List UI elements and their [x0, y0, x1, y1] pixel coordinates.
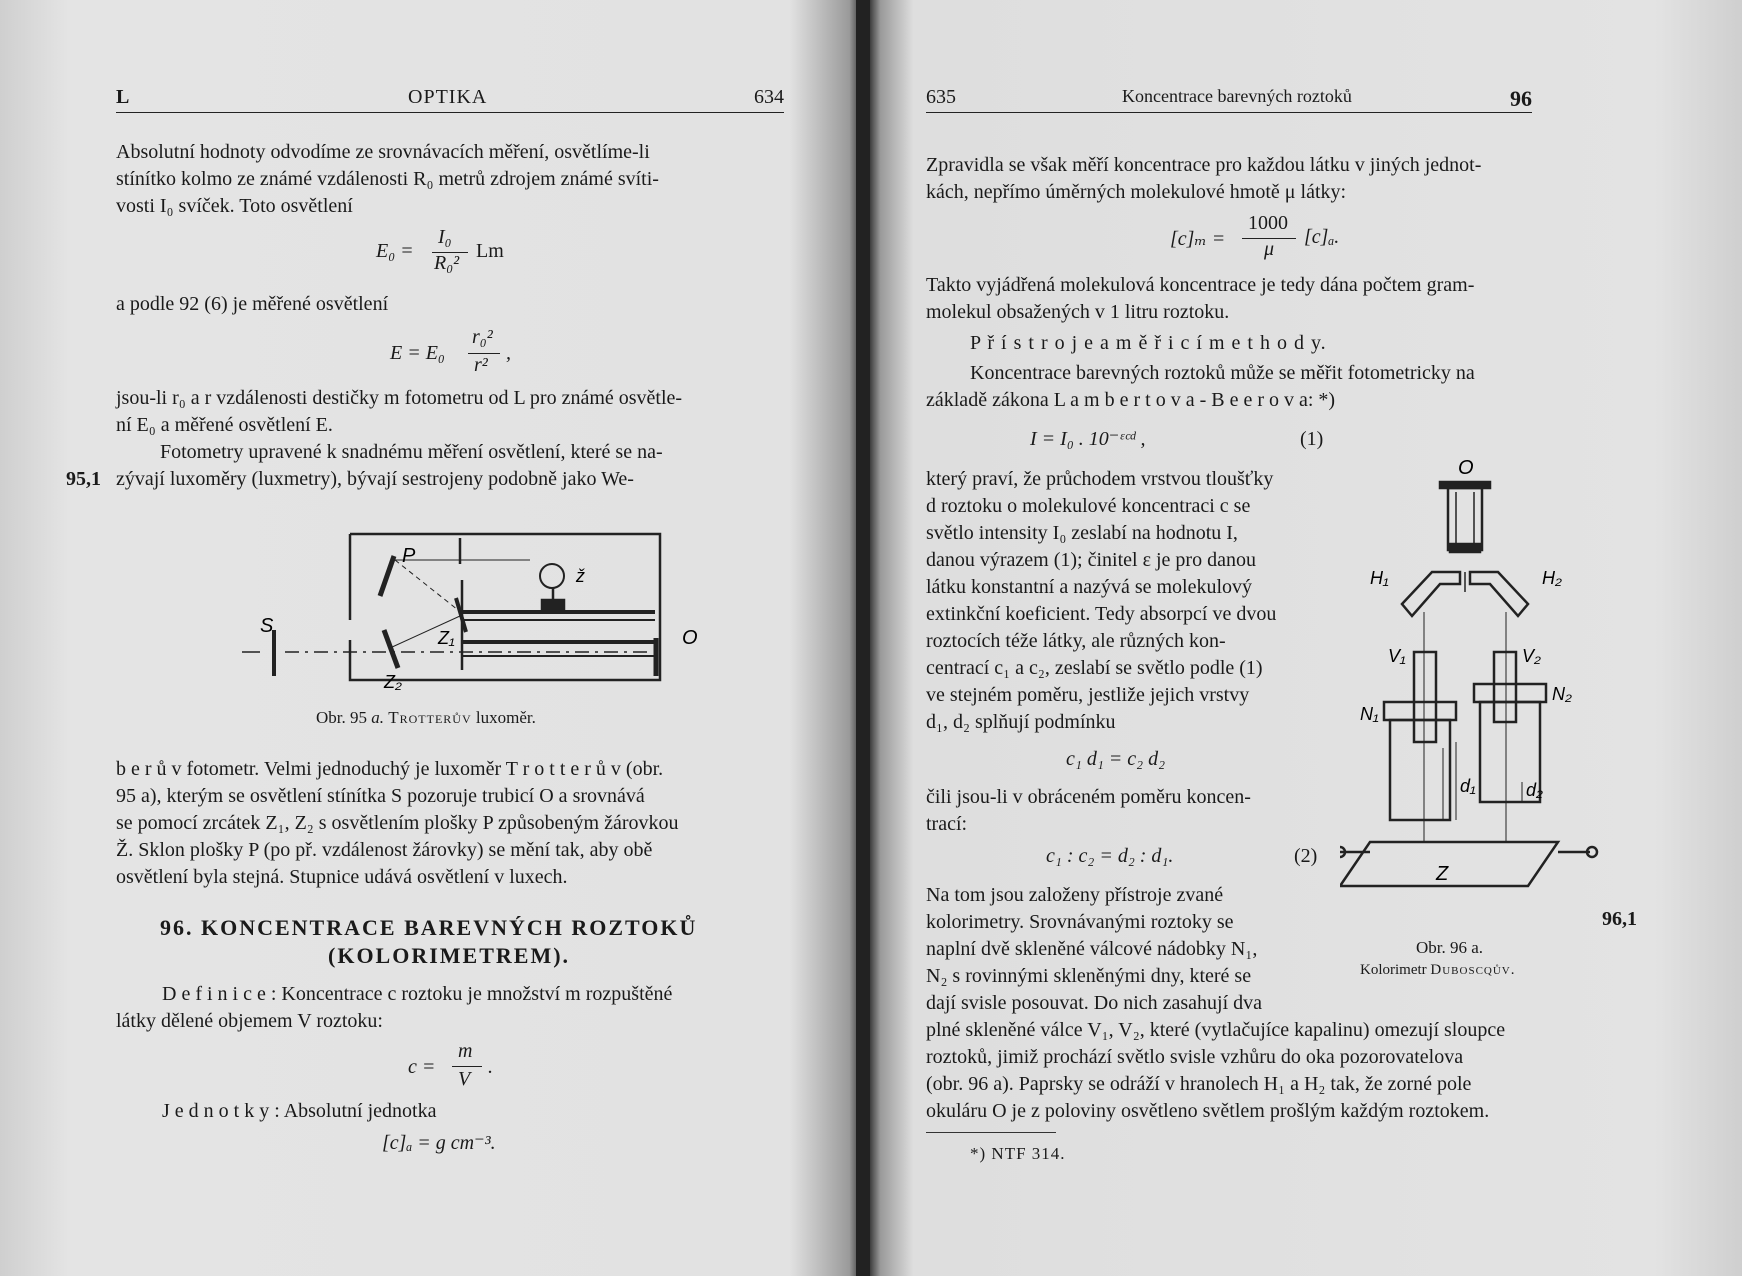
- running-header: [926, 84, 1532, 113]
- text-line: vosti I₀ svíček. Toto osvětlení: [116, 195, 353, 217]
- definition-label: D e f i n i c e :: [162, 983, 277, 1005]
- units-text: Absolutní jednotka: [283, 1100, 437, 1122]
- label-z: ž: [576, 566, 585, 586]
- fraction-bar: [452, 1066, 482, 1067]
- text-line: extinkční koeficient. Tedy absorpcí ve dvou: [926, 603, 1277, 625]
- label-n1: N₁: [1360, 704, 1379, 724]
- label-z: Z: [1436, 863, 1449, 885]
- label-v1: V₁: [1388, 646, 1406, 666]
- units-line: [162, 1098, 436, 1125]
- text-line: se pomocí zrcátek Z₁, Z₂ s osvětlením plošky P způsobeným žárovkou: [116, 812, 679, 834]
- formula-tail: [c]ₐ.: [1304, 226, 1340, 248]
- text-line: světlo intensity I₀ zeslabí na hodnotu I,: [926, 522, 1238, 544]
- formula-unit-abs: [c]ₐ = g cm⁻³.: [382, 1132, 496, 1154]
- subheading: P ř í s t r o j e a m ě ř i c í m e t h o d y.: [970, 332, 1327, 354]
- text-line: osvětlení byla stejná. Stupnice udává osvětlení v luxech.: [116, 866, 568, 888]
- text-line: Zpravidla se však měří koncentrace pro každou látku v jiných jednot-: [926, 154, 1482, 176]
- text-line: který praví, že průchodem vrstvou tloušťky: [926, 468, 1274, 490]
- text-line: čili jsou-li v obráceném poměru koncen-: [926, 786, 1251, 808]
- footnote-rule: [926, 1132, 1056, 1133]
- formula-lhs: [c]ₘ =: [1170, 228, 1226, 250]
- figure-colorimeter: [1340, 452, 1610, 922]
- text-line: d₁, d₂ splňují podmínku: [926, 711, 1116, 733]
- section-heading: 96. KONCENTRACE BAREVNÝCH ROZTOKŮ: [160, 915, 698, 940]
- text-line: okuláru O je z poloviny osvětleno světlem prošlým každým roztokem.: [926, 1100, 1490, 1122]
- figure-luxmeter: [230, 520, 710, 700]
- header-title: Koncentrace barevných roztoků: [1122, 86, 1352, 106]
- label-s: S: [260, 615, 274, 637]
- formula-denominator: μ: [1264, 238, 1275, 260]
- formula-tail: .: [488, 1056, 493, 1078]
- caption-rest: luxoměr.: [475, 708, 536, 727]
- text-line: látku konstantní a nazývá se molekulový: [926, 576, 1253, 598]
- caption-letter: a.: [371, 708, 384, 727]
- text-line: naplní dvě skleněné válcové nádobky N₁,: [926, 938, 1258, 960]
- header-section: 96: [1510, 86, 1532, 111]
- label-v2: V₂: [1522, 646, 1541, 666]
- text-line: základě zákona L a m b e r t o v a - B e e r o v a: *): [926, 389, 1336, 411]
- right-page: [870, 0, 1742, 1276]
- text-line: Ž. Sklon plošky P (po př. vzdálenost žárovky) se mění tak, aby obě: [116, 839, 653, 861]
- text-line: (obr. 96 a). Paprsky se odráží v hranolech H₁ a H₂ tak, že zorné pole: [926, 1073, 1472, 1095]
- formula-denominator: V: [458, 1068, 471, 1090]
- text-line: kách, nepřímo úměrných molekulové hmotě μ látky:: [926, 181, 1347, 203]
- equation-number: (1): [1300, 428, 1324, 450]
- caption-name: Duboscqův.: [1430, 962, 1516, 978]
- text-line: kolorimetry. Srovnávanými roztoky se: [926, 911, 1234, 933]
- label-o: O: [1458, 457, 1474, 479]
- text-line: b e r ů v fotometr. Velmi jednoduchý je luxoměr T r o t t e r ů v (obr.: [116, 758, 664, 780]
- formula-ratio: c₁ : c₂ = d₂ : d₁.: [1046, 845, 1174, 867]
- text-line: Takto vyjádřená molekulová koncentrace je tedy dána počtem gram-: [926, 274, 1475, 296]
- figure-caption: [316, 708, 536, 728]
- text-line: d roztoku o molekulové koncentraci c se: [926, 495, 1251, 517]
- text-line: roztocích téže látky, ale různých kon-: [926, 630, 1226, 652]
- units-label: J e d n o t k y :: [162, 1100, 280, 1122]
- text-line: a podle 92 (6) je měřené osvětlení: [116, 293, 389, 315]
- text-line: stínítko kolmo ze známé vzdálenosti R₀ metrů zdrojem známé svíti-: [116, 168, 659, 190]
- formula-lhs: E = E₀: [390, 342, 445, 364]
- label-n2: N₂: [1552, 684, 1572, 704]
- footnote: *) NTF 314.: [970, 1144, 1066, 1163]
- label-o: O: [682, 627, 698, 649]
- formula-numerator: 1000: [1248, 212, 1288, 234]
- text-line: Koncentrace barevných roztoků může se měřit fotometricky na: [970, 362, 1475, 384]
- label-z1: Z₁: [438, 628, 455, 648]
- formula-tail: ,: [506, 342, 511, 364]
- text-line: dají svisle posouvat. Do nich zasahují dva: [926, 992, 1263, 1014]
- header-page-number: 634: [754, 86, 784, 108]
- caption-prefix: Obr. 95: [316, 708, 367, 727]
- caption-name: Trotterův: [388, 708, 472, 727]
- formula-numerator: m: [458, 1040, 473, 1062]
- text-line: látky dělené objemem V roztoku:: [116, 1010, 383, 1032]
- text-line: ve stejném poměru, jestliže jejich vrstvy: [926, 684, 1250, 706]
- formula-denominator: r²: [474, 354, 488, 376]
- formula-numerator: r₀²: [472, 326, 493, 348]
- label-h1: H₁: [1370, 568, 1389, 588]
- margin-note: 95,1: [66, 468, 101, 490]
- text-line: Na tom jsou založeny přístroje zvané: [926, 884, 1224, 906]
- text-line: Absolutní hodnoty odvodíme ze srovnávacích měření, osvětlíme-li: [116, 141, 650, 163]
- text-line: ní E₀ a měřené osvětlení E.: [116, 414, 333, 436]
- figure-caption: [1360, 962, 1516, 979]
- text-line: Fotometry upravené k snadnému měření osvětlení, které se na-: [160, 441, 663, 463]
- formula-condition: c₁ d₁ = c₂ d₂: [1066, 748, 1166, 770]
- caption-prefix: Kolorimetr: [1360, 962, 1427, 978]
- text-line: zývají luxoměry (luxmetry), bývají sestrojeny podobně jako We-: [116, 468, 634, 490]
- text-line: plné skleněné válce V₁, V₂, které (vytlačujíce kapalinu) omezují sloupce: [926, 1019, 1506, 1041]
- text-line: danou výrazem (1); činitel ε je pro danou: [926, 549, 1256, 571]
- equation-number: (2): [1294, 845, 1318, 867]
- label-d2: d₂: [1526, 780, 1543, 800]
- figure-caption: [1416, 938, 1483, 958]
- text-line: roztoků, jimiž prochází světlo svisle vzhůru do oka pozorovatelova: [926, 1046, 1464, 1068]
- formula-lhs: E₀ =: [376, 240, 414, 262]
- running-header: [116, 84, 784, 113]
- text-line: jsou-li r₀ a r vzdálenosti destičky m fotometru od L pro známé osvětle-: [116, 387, 683, 409]
- label-h2: H₂: [1542, 568, 1562, 588]
- formula-lhs: c =: [408, 1056, 436, 1078]
- header-title: OPTIKA: [408, 86, 488, 108]
- margin-note: 96,1: [1602, 908, 1637, 930]
- formula-denominator: R₀²: [434, 252, 460, 274]
- text-line: molekul obsažených v 1 litru roztoku.: [926, 301, 1230, 323]
- definition-line: [162, 981, 672, 1008]
- text-line: N₂ s rovinnými skleněnými dny, které se: [926, 965, 1252, 987]
- text-line: trací:: [926, 813, 968, 835]
- label-z2: Z₂: [384, 672, 402, 692]
- section-heading: (KOLORIMETREM).: [328, 943, 571, 968]
- formula-unit: Lm: [476, 240, 504, 262]
- definition-text: Koncentrace c roztoku je množství m rozpuštěné: [281, 983, 673, 1005]
- label-d1: d₁: [1460, 776, 1476, 796]
- text-line: centrací c₁ a c₂, zeslabí se světlo podle (1): [926, 657, 1263, 679]
- formula-numerator: I₀: [438, 226, 452, 248]
- header-section: L: [116, 86, 130, 108]
- label-p: P: [402, 545, 416, 567]
- left-page: [0, 0, 858, 1276]
- header-page-number: 635: [926, 86, 956, 108]
- text-line: 95 a), kterým se osvětlení stínítka S pozoruje trubicí O a srovnává: [116, 785, 645, 807]
- caption-line-1: Obr. 96 a.: [1416, 938, 1484, 957]
- formula-lambert-beer: I = I₀ . 10⁻ᵋᶜᵈ ,: [1030, 428, 1146, 450]
